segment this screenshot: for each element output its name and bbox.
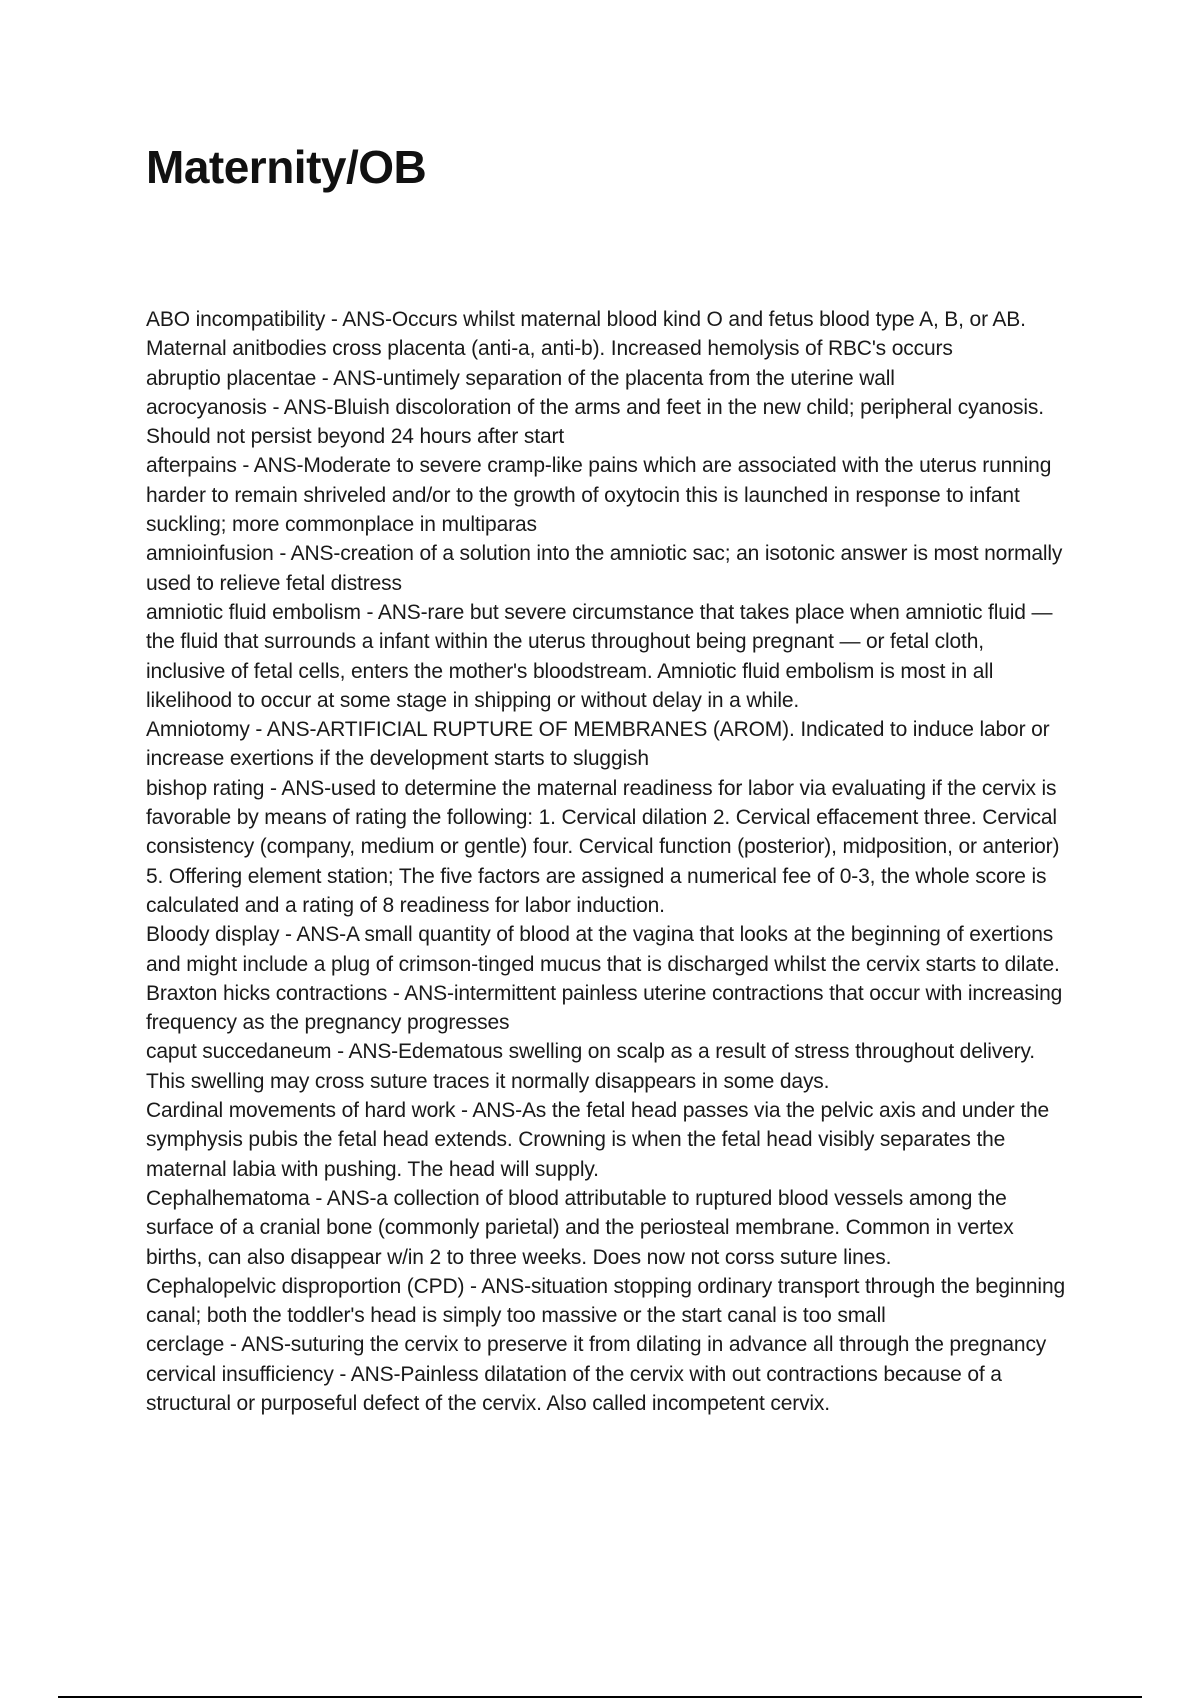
entry-amnioinfusion: amnioinfusion - ANS-creation of a solution into the amniotic sac; an isotonic answer is most normally used to relieve fetal distress (146, 542, 1063, 595)
entry-braxton-hicks: Braxton hicks contractions - ANS-intermittent painless uterine contractions that occur with increasing frequency as the pregnancy progresses (146, 981, 1063, 1035)
entry-cephalopelvic-disproportion: Cephalopelvic disproportion (CPD) - ANS-situation stopping ordinary transport through the beginning canal; both the toddler's head is simply too massive or the start canal is too small (146, 1274, 1066, 1328)
entry-caput-succedaneum: caput succedaneum - ANS-Edematous swelling on scalp as a result of stress throughout delivery. This swelling may cross suture traces it normally disappears in some days. (146, 1040, 1035, 1093)
entry-cardinal-movements: Cardinal movements of hard work - ANS-As the fetal head passes via the pelvic axis and under the symphysis pubis the fetal head extends. Crowning is when the fetal head visibly separates the maternal labia with pushing. The head will supply. (146, 1099, 1050, 1181)
entry-cerclage: cerclage - ANS-suturing the cervix to preserve it from dilating in advance all through the pregnancy (146, 1333, 1047, 1357)
entry-abo-incompatibility: ABO incompatibility - ANS-Occurs whilst maternal blood kind O and fetus blood type A, B, or AB. Maternal anitbodies cross placenta (anti-a, anti-b). Increased hemolysis of RBC's occurs (146, 308, 1026, 361)
page-title: Maternity/OB (146, 141, 427, 193)
footer-divider (58, 1696, 1142, 1698)
entry-afterpains: afterpains - ANS-Moderate to severe cramp-like pains which are associated with the uterus running harder to remain shriveled and/or to the growth of oxytocin this is launched in response to infant suckling; more commonplace in multiparas (146, 454, 1052, 537)
entry-amniotomy: Amniotomy - ANS-ARTIFICIAL RUPTURE OF MEMBRANES (AROM). Indicated to induce labor or increase exertions if the development starts to sluggish (146, 718, 1050, 771)
entry-bloody-display: Bloody display - ANS-A small quantity of blood at the vagina that looks at the beginning of exertions and might include a plug of crimson-tinged mucus that is discharged whilst the cervix starts to dilate. (146, 923, 1060, 976)
entry-cephalhematoma: Cephalhematoma - ANS-a collection of blood attributable to ruptured blood vessels among the surface of a cranial bone (commonly parietal) and the periosteal membrane. Common in vertex births, can also disappear w/in 2 to three weeks. Does now not corss suture lines. (146, 1186, 1014, 1269)
entry-cervical-insufficiency: cervical insufficiency - ANS-Painless dilatation of the cervix with out contractions because of a structural or purposeful defect of the cervix. Also called incompetent cervix. (146, 1362, 1002, 1415)
entry-bishop-rating: bishop rating - ANS-used to determine the maternal readiness for labor via evaluating if the cervix is favorable by means of rating the following: 1. Cervical dilation 2. Cervical effacement three. Cervical consistency (company, medium or gentle) four. Cervical function (posterior), midposition, or anterior) 5. Offering element station; The five factors are assigned a numerical fee of 0-3, the whole score is calculated and a rating of 8 readiness for labor induction. (146, 776, 1060, 917)
entry-amniotic-fluid-embolism: amniotic fluid embolism - ANS-rare but severe circumstance that takes place when amniotic fluid — the fluid that surrounds a infant within the uterus throughout being pregnant — or fetal cloth, inclusive of fetal cells, enters the mother's bloodstream. Amniotic fluid embolism is most in all likelihood to occur at some stage in shipping or without delay in a while. (146, 600, 1053, 712)
entry-acrocyanosis: acrocyanosis - ANS-Bluish discoloration of the arms and feet in the new child; peripheral cyanosis. Should not persist beyond 24 hours after start (146, 395, 1044, 449)
entry-list (146, 305, 1066, 1418)
entry-abruptio-placentae: abruptio placentae - ANS-untimely separation of the placenta from the uterine wall (146, 366, 895, 390)
